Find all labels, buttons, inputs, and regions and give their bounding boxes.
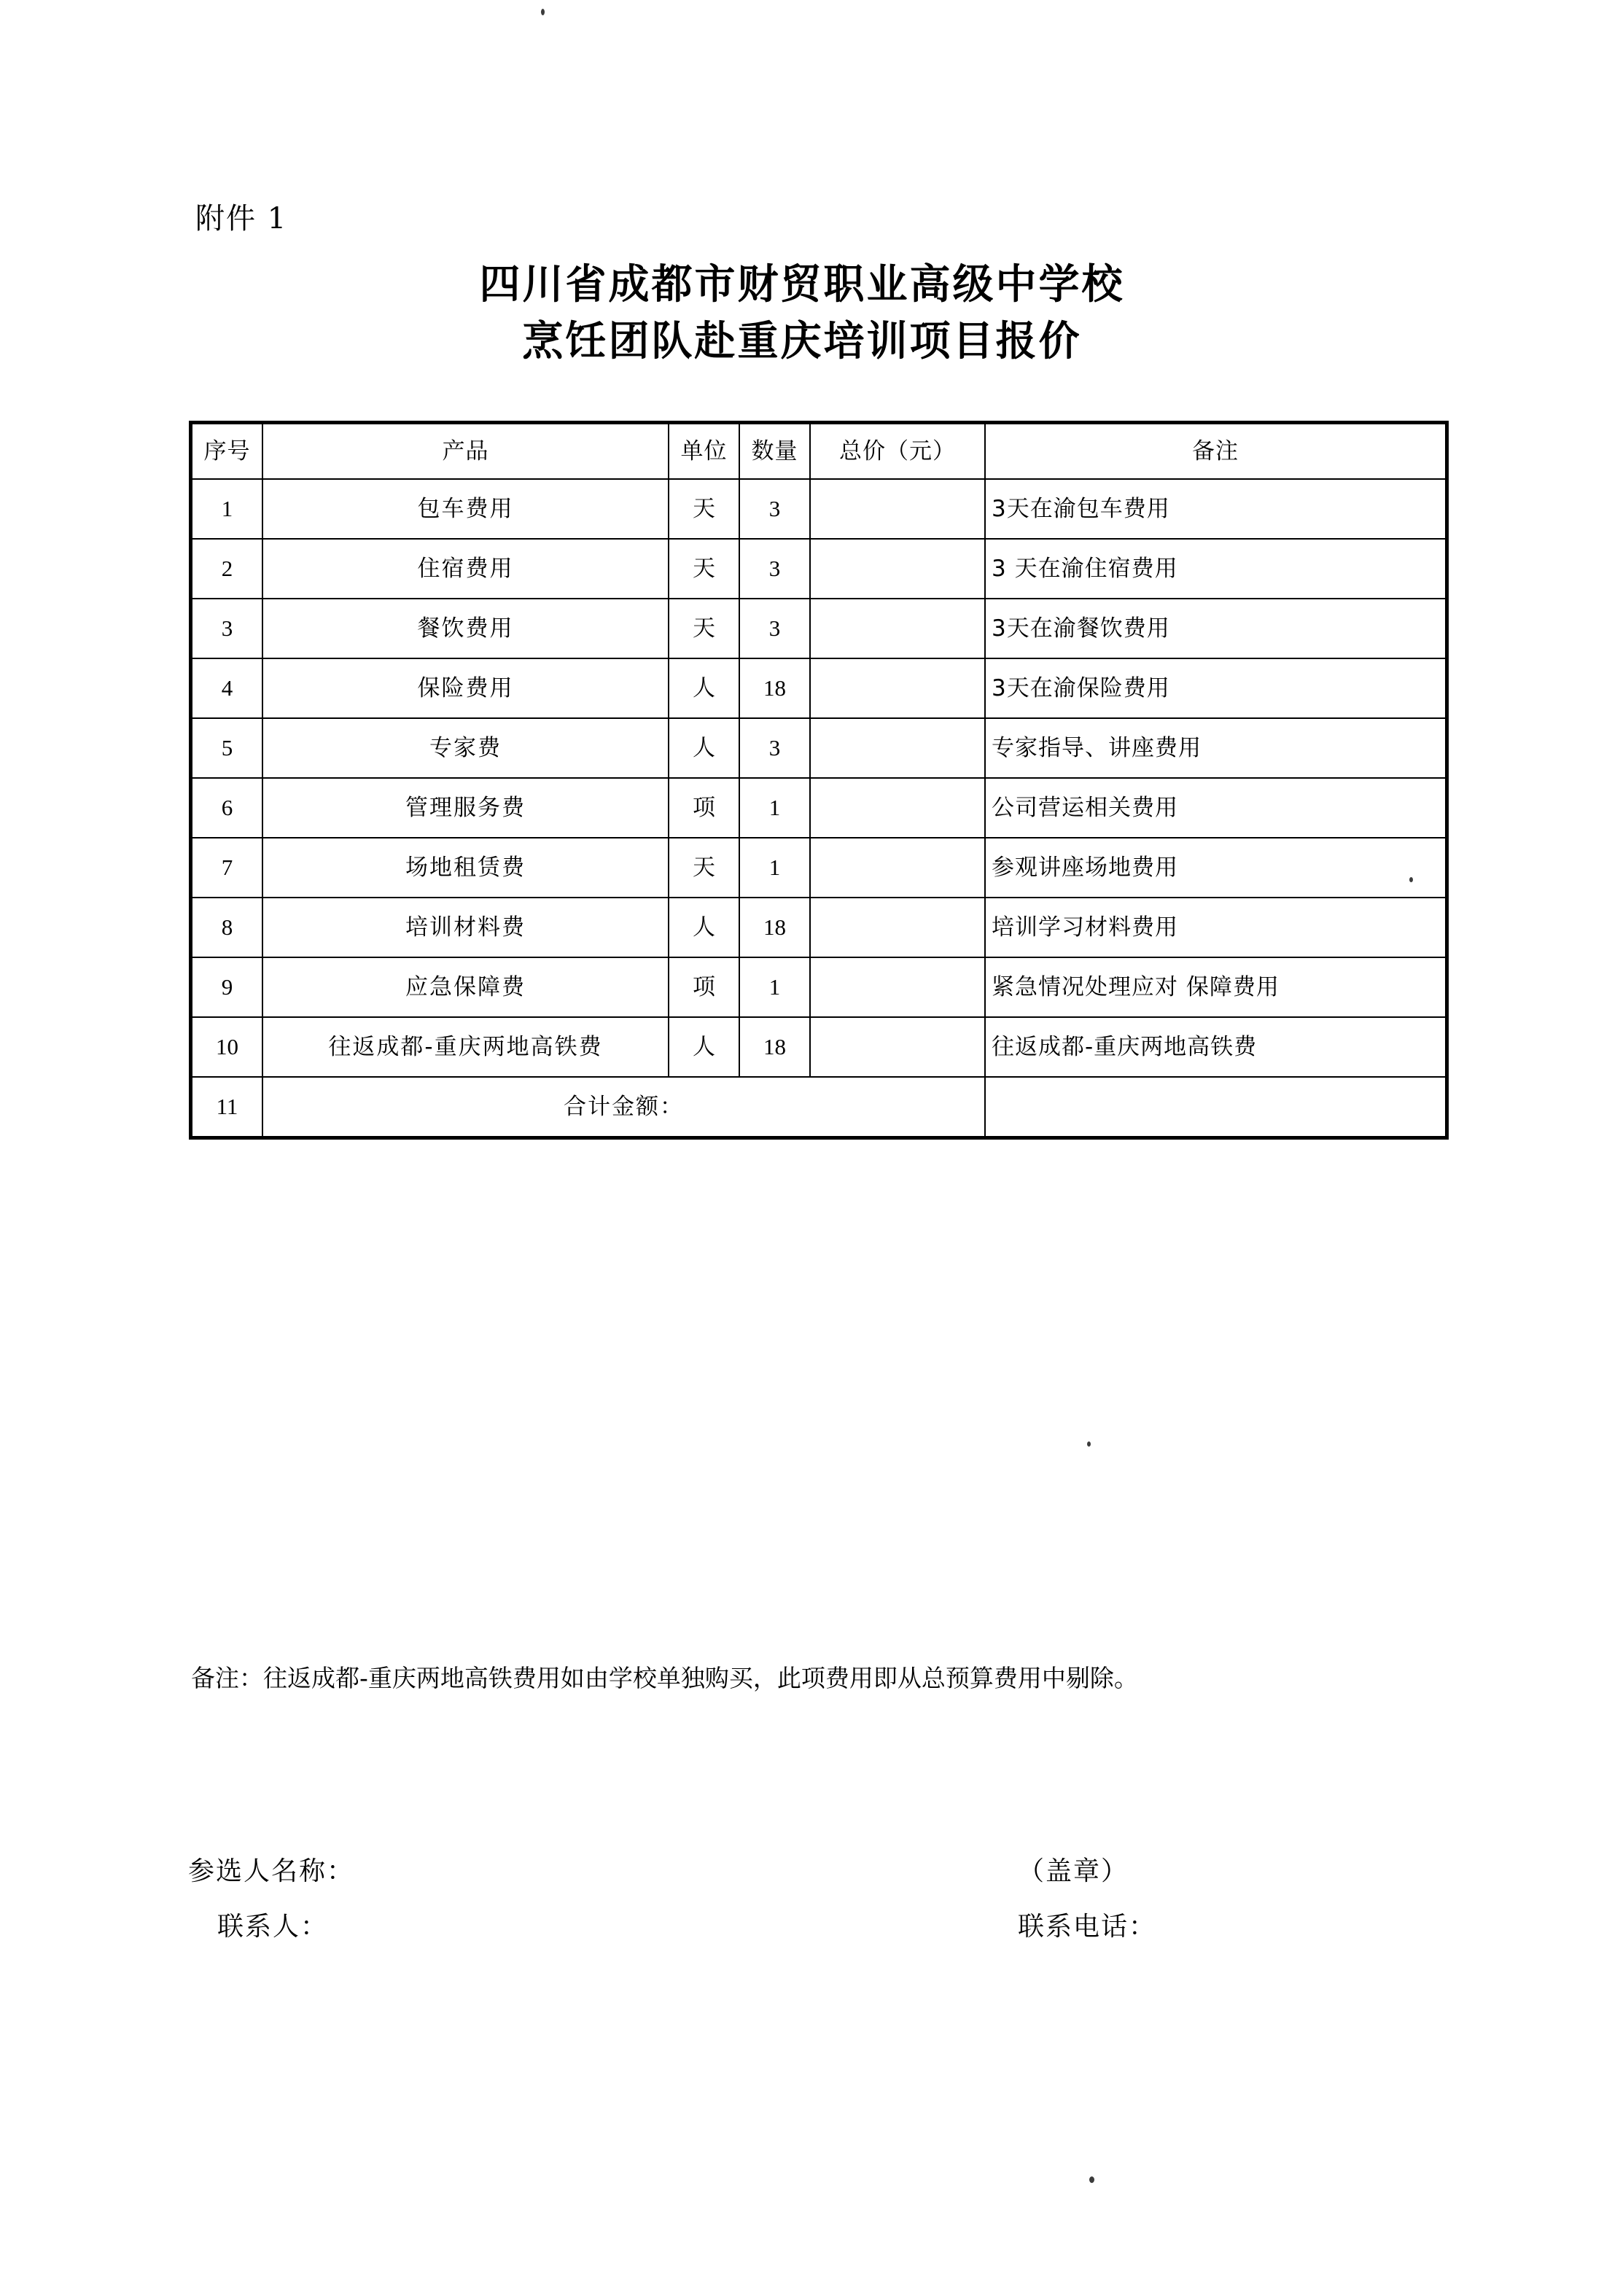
cell-quantity: 3 (739, 718, 810, 778)
cell-remark: 3天在渝保险费用 (985, 658, 1447, 718)
cell-remark: 往返成都-重庆两地高铁费 (985, 1017, 1447, 1077)
column-header-quantity: 数量 (739, 423, 810, 479)
column-header-remark: 备注 (985, 423, 1447, 479)
cell-quantity: 3 (739, 479, 810, 539)
table-row (191, 1017, 1447, 1077)
table-body (191, 479, 1447, 1137)
cell-total-price[interactable] (810, 838, 985, 898)
cell-quantity: 18 (739, 1017, 810, 1077)
table-row (191, 898, 1447, 957)
table-header (191, 423, 1447, 479)
cell-quantity: 18 (739, 658, 810, 718)
cell-quantity: 1 (739, 957, 810, 1017)
table-row (191, 718, 1447, 778)
cell-product: 保险费用 (262, 658, 669, 718)
table-row (191, 778, 1447, 838)
cell-quantity: 18 (739, 898, 810, 957)
cell-total-amount-label: 合计金额： (262, 1077, 985, 1137)
scan-speck (1089, 2176, 1094, 2183)
cell-index: 8 (191, 898, 262, 957)
cell-total-price[interactable] (810, 1017, 985, 1077)
column-header-unit: 单位 (669, 423, 739, 479)
cell-unit: 项 (669, 957, 739, 1017)
cell-unit: 天 (669, 539, 739, 599)
cell-total-price[interactable] (810, 599, 985, 658)
cell-product: 应急保障费 (262, 957, 669, 1017)
cell-index: 10 (191, 1017, 262, 1077)
scan-speck (1087, 1441, 1091, 1447)
cell-product: 场地租赁费 (262, 838, 669, 898)
page-title-line-1: 四川省成都市财贸职业高级中学校 (479, 261, 1125, 308)
cell-quantity: 1 (739, 838, 810, 898)
quotation-table-container (190, 421, 1448, 1139)
cell-remark: 紧急情况处理应对 保障费用 (985, 957, 1447, 1017)
contact-person-label: 联系人： (217, 1912, 329, 1942)
bidder-name-label: 参选人名称： (188, 1856, 355, 1886)
cell-remark: 3天在渝包车费用 (985, 479, 1447, 539)
cell-unit: 天 (669, 479, 739, 539)
cell-index: 2 (191, 539, 262, 599)
cell-quantity: 1 (739, 778, 810, 838)
cell-index: 6 (191, 778, 262, 838)
cell-unit: 天 (669, 838, 739, 898)
cell-total-price[interactable] (810, 658, 985, 718)
cell-unit: 人 (669, 898, 739, 957)
cell-unit: 人 (669, 658, 739, 718)
cell-product: 管理服务费 (262, 778, 669, 838)
quotation-table (190, 421, 1448, 1139)
page-title-line-2: 烹饪团队赴重庆培训项目报价 (522, 318, 1082, 365)
cell-product: 住宿费用 (262, 539, 669, 599)
cell-index: 4 (191, 658, 262, 718)
cell-total-price[interactable] (810, 957, 985, 1017)
table-row (191, 539, 1447, 599)
table-summary-row (191, 1077, 1447, 1137)
cell-remark: 3天在渝餐饮费用 (985, 599, 1447, 658)
cell-unit: 人 (669, 718, 739, 778)
cell-remark: 公司营运相关费用 (985, 778, 1447, 838)
cell-index: 3 (191, 599, 262, 658)
cell-index: 11 (191, 1077, 262, 1137)
cell-remark: 3 天在渝住宿费用 (985, 539, 1447, 599)
cell-index: 5 (191, 718, 262, 778)
column-header-index: 序号 (191, 423, 262, 479)
table-footnote: 备注：往返成都-重庆两地高铁费用如由学校单独购买，此项费用即从总预算费用中剔除。 (191, 1664, 1138, 1692)
page-title (0, 257, 1604, 370)
cell-remark: 专家指导、讲座费用 (985, 718, 1447, 778)
cell-total-price[interactable] (810, 898, 985, 957)
cell-index: 7 (191, 838, 262, 898)
cell-remark: 参观讲座场地费用 (985, 838, 1447, 898)
cell-total-price[interactable] (810, 479, 985, 539)
cell-index: 1 (191, 479, 262, 539)
cell-index: 9 (191, 957, 262, 1017)
contact-phone-label: 联系电话： (1018, 1912, 1157, 1942)
cell-total-price[interactable] (810, 539, 985, 599)
cell-remark: 培训学习材料费用 (985, 898, 1447, 957)
table-row (191, 957, 1447, 1017)
cell-product: 培训材料费 (262, 898, 669, 957)
table-row (191, 838, 1447, 898)
cell-quantity: 3 (739, 599, 810, 658)
cell-unit: 天 (669, 599, 739, 658)
cell-product: 餐饮费用 (262, 599, 669, 658)
cell-quantity: 3 (739, 539, 810, 599)
seal-label: （盖章） (1018, 1856, 1129, 1886)
cell-product: 往返成都-重庆两地高铁费 (262, 1017, 669, 1077)
column-header-total-price: 总价（元） (810, 423, 985, 479)
cell-product: 专家费 (262, 718, 669, 778)
cell-total-price[interactable] (810, 778, 985, 838)
cell-unit: 人 (669, 1017, 739, 1077)
scan-speck (541, 9, 545, 15)
table-row (191, 479, 1447, 539)
signature-block (0, 1851, 1604, 1967)
column-header-product: 产品 (262, 423, 669, 479)
table-row (191, 658, 1447, 718)
cell-unit: 项 (669, 778, 739, 838)
cell-product: 包车费用 (262, 479, 669, 539)
table-header-row (191, 423, 1447, 479)
table-row (191, 599, 1447, 658)
cell-total-amount-value[interactable] (985, 1077, 1447, 1137)
attachment-label: 附件 1 (195, 202, 288, 236)
cell-total-price[interactable] (810, 718, 985, 778)
